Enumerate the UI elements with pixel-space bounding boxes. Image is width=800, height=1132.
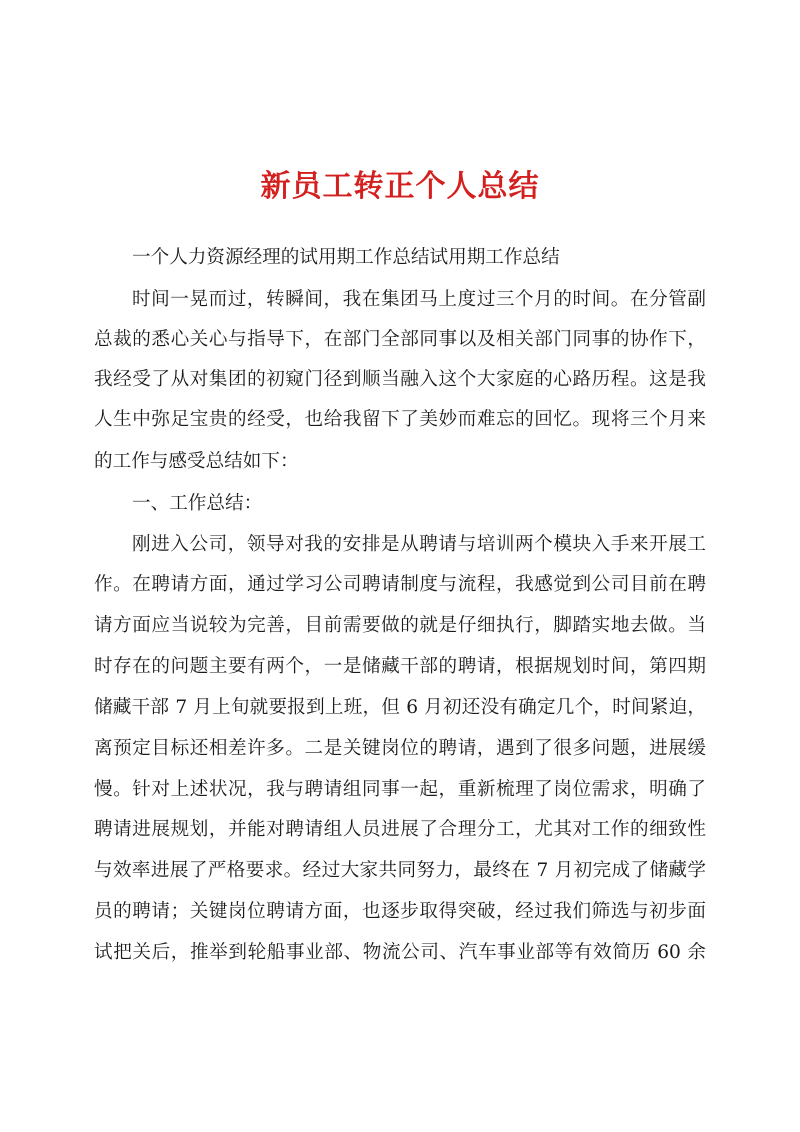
section-heading: 一、工作总结：	[132, 493, 263, 514]
paragraph-line: 我经受了从对集团的初窥门径到顺当融入这个大家庭的心路历程。这是我	[94, 369, 706, 390]
paragraph-line: 人生中弥足宝贵的经受，也给我留下了美妙而难忘的回忆。现将三个月来	[94, 409, 706, 430]
paragraph-line: 作。在聘请方面，通过学习公司聘请制度与流程，我感觉到公司目前在聘	[94, 574, 706, 595]
paragraph-line: 储藏干部 7 月上旬就要报到上班，但 6 月初还没有确定几个，时间紧迫，	[94, 697, 706, 718]
paragraph-line: 请方面应当说较为完善，目前需要做的就是仔细执行，脚踏实地去做。当	[94, 615, 706, 636]
paragraph-line: 离预定目标还相差许多。二是关键岗位的聘请，遇到了很多问题，进展缓	[94, 738, 706, 759]
paragraph-line: 与效率进展了严格要求。经过大家共同努力，最终在 7 月初完成了储藏学	[94, 860, 706, 881]
paragraph-line: 聘请进展规划，并能对聘请组人员进展了合理分工，尤其对工作的细致性	[94, 819, 706, 840]
paragraph-line: 刚进入公司，领导对我的安排是从聘请与培训两个模块入手来开展工	[132, 534, 706, 555]
paragraph-line: 时间一晃而过，转瞬间，我在集团马上度过三个月的时间。在分管副	[132, 289, 706, 310]
paragraph-line: 试把关后，推举到轮船事业部、物流公司、汽车事业部等有效简历 60 余	[94, 942, 706, 963]
document-title: 新员工转正个人总结	[260, 169, 540, 204]
paragraph-line: 时存在的问题主要有两个，一是储藏干部的聘请，根据规划时间，第四期	[94, 656, 706, 677]
subtitle-line: 一个人力资源经理的试用期工作总结试用期工作总结	[132, 247, 560, 268]
paragraph-line: 总裁的悉心关心与指导下，在部门全部同事以及相关部门同事的协作下，	[94, 329, 706, 350]
paragraph-line: 慢。针对上述状况，我与聘请组同事一起，重新梳理了岗位需求，明确了	[94, 779, 706, 800]
paragraph-line: 员的聘请；关键岗位聘请方面，也逐步取得突破，经过我们筛选与初步面	[94, 901, 706, 922]
paragraph-line: 的工作与感受总结如下：	[94, 451, 299, 472]
